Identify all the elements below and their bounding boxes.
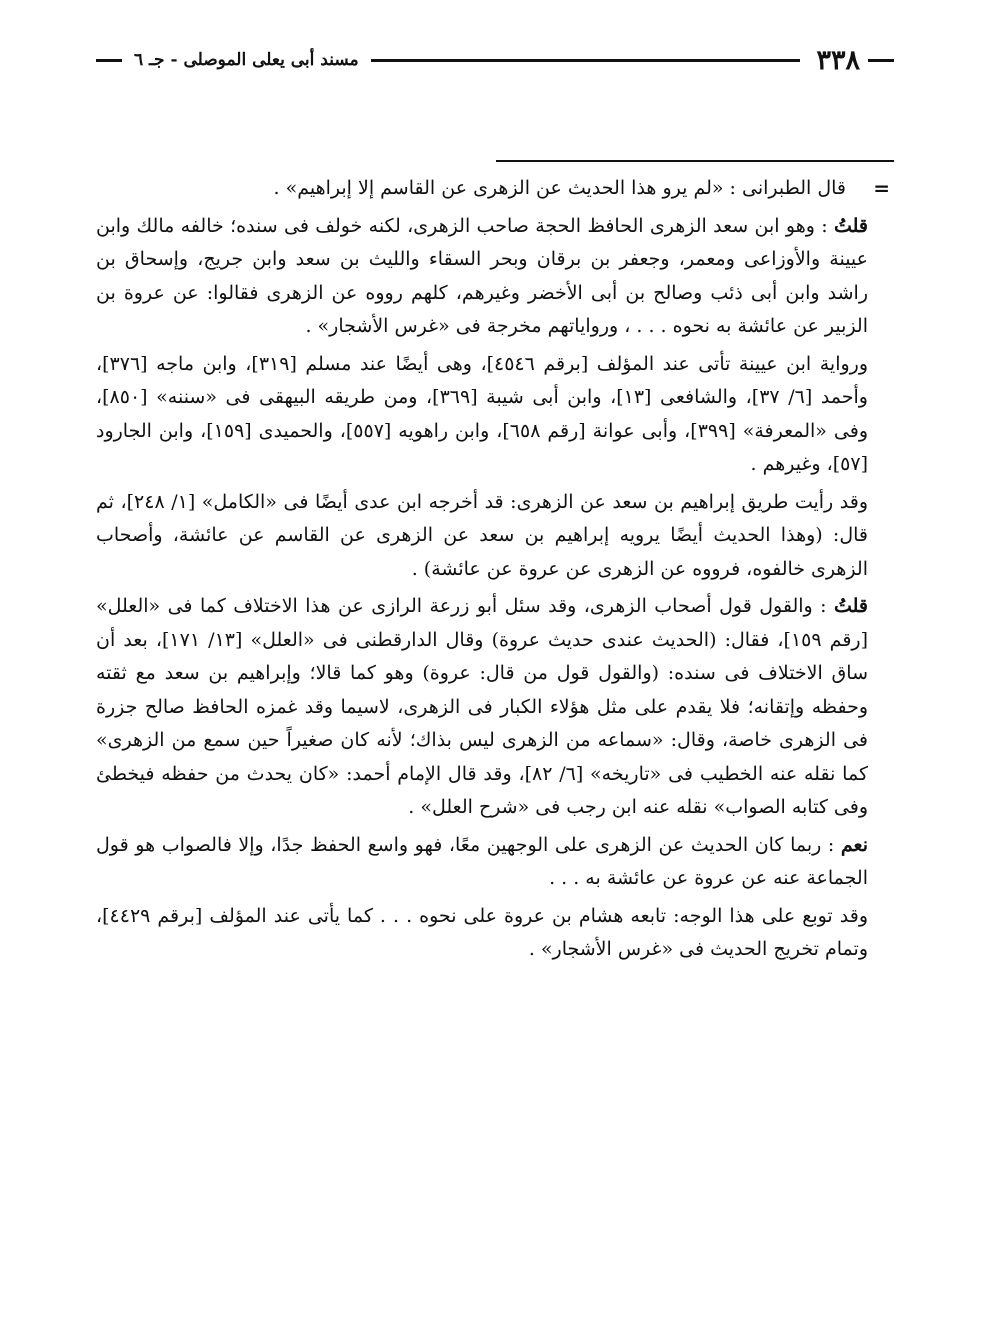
header-rule [371, 59, 801, 62]
paragraph-text: : وهو ابن سعد الزهرى الحافظ الحجة صاحب الزهرى، لكنه خولف فى سنده؛ خالفه مالك وابن عيينة والأوزاعى ومعمر، وجعفر بن برقان وبحر السقاء والليث بن سعد وابن جريج، وإسحاق بن راشد وابن أبى ذئب وصالح بن أبى الأخضر وغيرهم، كلهم رووه عن الزهرى فقالوا: عن عروة بن الزبير عن عائشة به نحوه . . . ، ورواياتهم مخرجة فى «غرس الأشجار» . [96, 214, 868, 337]
page-header [96, 38, 894, 82]
paragraph-text: وقد رأيت طريق إبراهيم بن سعد عن الزهرى: قد أخرجه ابن عدى أيضًا فى «الكامل» [١/ ٢٤٨]، ثم قال: (وهذا الحديث أيضًا يرويه إبراهيم بن سعد عن الزهرى عن القاسم عن عائشة، وأصحاب الزهرى خالفوه، فرووه عن الزهرى عن عروة عن عائشة) . [96, 490, 868, 580]
paragraph-text: : والقول قول أصحاب الزهرى، وقد سئل أبو زرعة الرازى عن هذا الاختلاف كما فى «العلل» [رقم ١٥٩]، فقال: (الحديث عندى حديث عروة) وقال الدارقطنى فى «العلل» [١٣/ ١٧١]، بعد أن ساق الاختلاف فى سنده: (والقول قول من قال: عروة) وهو كما قالا؛ وإبراهيم بن سعد مع ثقته وحفظه وإتقانه؛ فلا يقدم على مثل هؤلاء الكبار فى الزهرى، لاسيما وقد غمزه الحافظ صالح جزرة فى الزهرى خاصة، وقال: «سماعه من الزهرى ليس بذاك؛ لأنه كان صغيراً حين سمع من الزهرى» كما نقله عنه الخطيب فى «تاريخه» [٦/ ٨٢]، وقد قال الإمام أحمد: «كان يحدث من حفظه فيخطئ وفى كتابه الصواب» نقله عنه ابن رجب فى «شرح العلل» . [96, 595, 868, 818]
paragraph-qultu-2 [96, 590, 868, 825]
paragraph-lead: نعم [840, 833, 868, 856]
paragraph-tabarani [96, 172, 868, 206]
footnote-separator [496, 160, 894, 162]
continuation-mark: = [873, 176, 890, 200]
paragraph-lead: قلتُ [833, 595, 868, 617]
paragraph-hisham [96, 900, 868, 967]
paragraph-text: : ربما كان الحديث عن الزهرى على الوجهين معًا، فهو واسع الحفظ جدًا، وإلا فالصواب هو قول الجماعة عنه عن عروة عن عائشة به . . . [96, 833, 868, 889]
paragraph-naam [96, 829, 868, 896]
header-dash [96, 59, 122, 62]
paragraph-text: قال الطبرانى : «لم يرو هذا الحديث عن الزهرى عن القاسم إلا إبراهيم» . [273, 177, 846, 199]
paragraph-qultu-1 [96, 210, 868, 344]
footnote-body [96, 172, 868, 971]
header-dash [868, 59, 894, 62]
paragraph-text: ورواية ابن عيينة تأتى عند المؤلف [برقم ٤٥٤٦]، وهى أيضًا عند مسلم [٣١٩]، وابن ماجه [٣٧٦]، وأحمد [٦/ ٣٧]، والشافعى [١٣]، وابن أبى شيبة [٣٦٩]، ومن طريقه البيهقى فى «سننه» [٨٥٠]، وفى «المعرفة» [٣٩٩]، وأبى عوانة [رقم ٦٥٨]، وابن راهويه [٥٥٧]، والحميدى [١٥٩]، وابن الجارود [٥٧]، وغيرهم . [96, 352, 869, 475]
paragraph-ibrahim-path [96, 486, 868, 587]
paragraph-ibn-uyaynah [96, 348, 868, 482]
page-number: ٣٣٨ [816, 44, 860, 76]
paragraph-text: وقد توبع على هذا الوجه: تابعه هشام بن عروة على نحوه . . . كما يأتى عند المؤلف [برقم ٤٤٢٩]، وتمام تخريج الحديث فى «غرس الأشجار» . [96, 904, 868, 960]
running-title: مسند أبى يعلى الموصلى - جـ ٦ [134, 50, 359, 70]
paragraph-lead: قلتُ [833, 214, 869, 237]
